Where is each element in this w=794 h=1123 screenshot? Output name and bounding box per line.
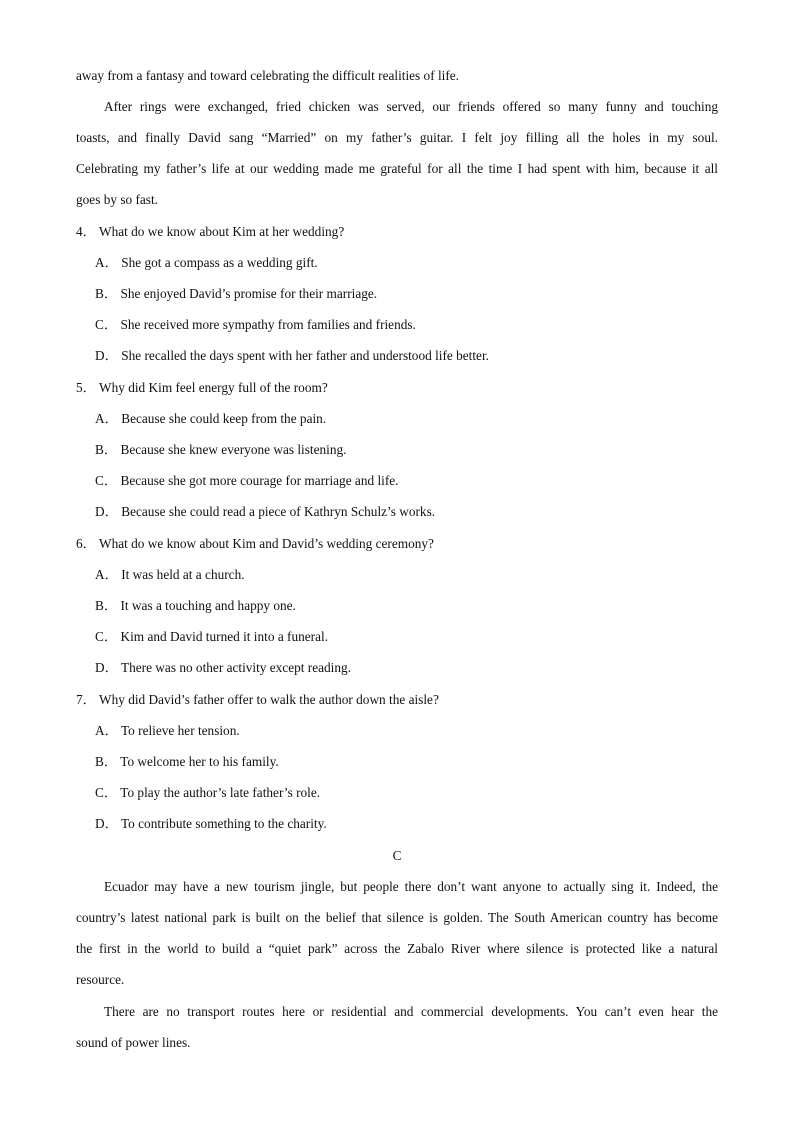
answer-option: D． She recalled the days spent with her father and understood life better.: [95, 348, 489, 363]
answer-option: B． To welcome her to his family.: [95, 754, 279, 769]
answer-option: A． She got a compass as a wedding gift.: [95, 255, 318, 270]
answer-option: C． She received more sympathy from families and friends.: [95, 317, 416, 332]
question-stem: 4． What do we know about Kim at her wedding?: [76, 224, 345, 239]
answer-option: B． She enjoyed David’s promise for their marriage.: [95, 286, 378, 301]
answer-option: A． It was held at a church.: [95, 567, 245, 582]
passage-line: away from a fantasy and toward celebrating the difficult realities of life.: [76, 68, 459, 83]
passage-line: Celebrating my father’s life at our wedding made me grateful for all the time I had spent with him, because it all: [76, 161, 718, 176]
passage-line: Ecuador may have a new tourism jingle, but people there don’t want anyone to actually sing it. Indeed, the: [104, 879, 718, 894]
question-stem: 5． Why did Kim feel energy full of the room?: [76, 380, 328, 395]
answer-option: C． Kim and David turned it into a funeral.: [95, 629, 329, 644]
section-heading: C: [392, 848, 402, 863]
answer-option: D． Because she could read a piece of Kathryn Schulz’s works.: [95, 504, 436, 519]
passage-line: the first in the world to build a “quiet park” across the Zabalo River where silence is protected like a natural: [76, 941, 718, 956]
question-stem: 7． Why did David’s father offer to walk the author down the aisle?: [76, 692, 439, 707]
answer-option: B． Because she knew everyone was listening.: [95, 442, 347, 457]
passage-line: goes by so fast.: [76, 192, 158, 207]
answer-option: D． There was no other activity except reading.: [95, 660, 351, 675]
answer-option: D． To contribute something to the charity.: [95, 816, 327, 831]
passage-line: resource.: [76, 972, 125, 987]
answer-option: C． To play the author’s late father’s role.: [95, 785, 321, 800]
answer-option: A． To relieve her tension.: [95, 723, 240, 738]
passage-line: sound of power lines.: [76, 1035, 191, 1050]
passage-line: After rings were exchanged, fried chicken was served, our friends offered so many funny and touching: [104, 99, 718, 114]
answer-option: A． Because she could keep from the pain.: [95, 411, 327, 426]
answer-option: C． Because she got more courage for marriage and life.: [95, 473, 399, 488]
passage-line: toasts, and finally David sang “Married” on my father’s guitar. I felt joy filling all the holes in my soul.: [76, 130, 718, 145]
question-stem: 6． What do we know about Kim and David’s wedding ceremony?: [76, 536, 434, 551]
passage-line: country’s latest national park is built on the belief that silence is golden. The South American country has become: [76, 910, 718, 925]
answer-option: B． It was a touching and happy one.: [95, 598, 296, 613]
passage-line: There are no transport routes here or residential and commercial developments. You can’t even hear the: [104, 1004, 718, 1019]
